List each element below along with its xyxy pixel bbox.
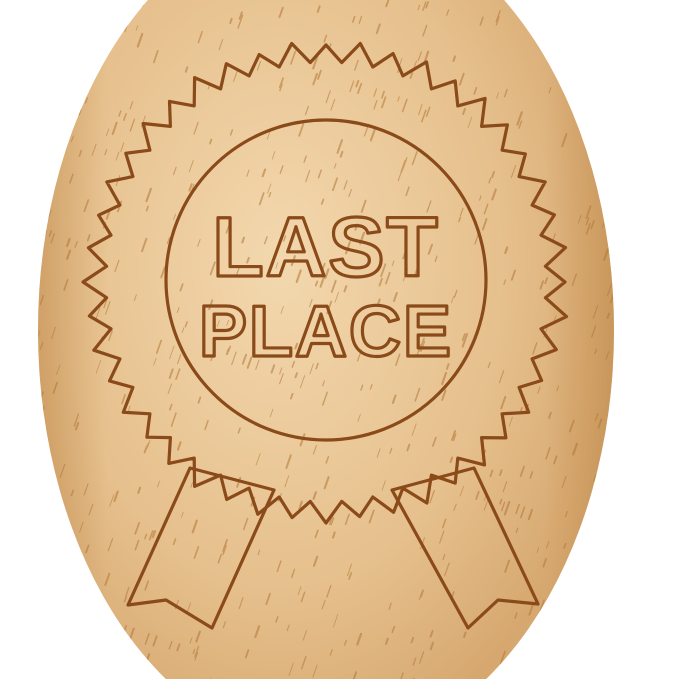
wood-grain-fleck [76, 40, 79, 47]
wood-grain-fleck [595, 71, 598, 79]
wood-grain-fleck [613, 21, 617, 32]
wood-grain-fleck [616, 149, 619, 157]
wood-grain-fleck [608, 314, 609, 318]
wood-grain-fleck [531, 21, 533, 25]
wood-grain-fleck [54, 152, 58, 164]
wood-grain-fleck [564, 591, 567, 600]
wood-grain-fleck [576, 43, 578, 47]
wood-grain-fleck [60, 28, 64, 40]
wood-grain-fleck [133, 2, 137, 14]
wood-grain-fleck [600, 56, 604, 68]
wood-grain-fleck [89, 51, 93, 63]
wood-grain-fleck [53, 620, 57, 632]
wood-grain-fleck [109, 626, 113, 636]
wood-grain-fleck [606, 4, 608, 9]
wood-grain-fleck [599, 607, 601, 613]
wood-grain-fleck [46, 167, 48, 172]
wood-grain-fleck [604, 121, 606, 126]
wood-grain-fleck [517, 669, 519, 673]
badge-text-line1: LAST [212, 200, 440, 294]
wood-grain-fleck [589, 1, 591, 8]
wood-grain-fleck [43, 132, 45, 136]
wood-grain-fleck [605, 668, 607, 674]
wood-grain-fleck [574, 584, 578, 595]
wood-grain-fleck [45, 600, 48, 609]
wood-grain-fleck [589, 513, 591, 518]
wood-grain-fleck [610, 480, 614, 490]
wood-grain-fleck [40, 515, 44, 528]
wood-grain-fleck [605, 437, 608, 445]
wood-grain-fleck [551, 32, 555, 42]
wood-grain-fleck [45, 535, 47, 541]
wood-grain-fleck [595, 575, 597, 580]
wood-grain-fleck [579, 2, 582, 10]
wood-grain-fleck [37, 214, 41, 224]
wood-grain-fleck [586, 537, 589, 547]
wood-grain-fleck [68, 2, 70, 7]
wood-grain-fleck [39, 664, 42, 674]
wood-grain-fleck [596, 542, 600, 554]
wood-grain-fleck [611, 6, 613, 12]
wood-grain-fleck [47, 128, 50, 137]
wood-grain-fleck [554, 20, 556, 27]
wood-grain-fleck [109, 621, 111, 628]
wood-grain-fleck [599, 106, 602, 115]
wood-grain-fleck [45, 20, 48, 28]
wood-grain-fleck [570, 20, 572, 27]
wood-grain-fleck [61, 535, 66, 548]
wood-grain-fleck [136, 669, 139, 677]
wood-grain-fleck [51, 564, 53, 571]
wood-grain-fleck [98, 659, 102, 670]
wood-grain-fleck [51, 105, 55, 115]
wood-grain-fleck [91, 653, 95, 665]
wood-grain-fleck [552, 644, 555, 651]
wood-grain-fleck [82, 74, 84, 80]
wood-grain-fleck [517, 669, 521, 679]
wood-grain-fleck [83, 598, 85, 603]
wood-grain-fleck [602, 194, 604, 199]
wood-grain-fleck [609, 507, 613, 519]
wood-grain-fleck [59, 131, 63, 142]
wood-grain-fleck [587, 607, 590, 617]
badge-text-line2: PLACE [198, 292, 454, 372]
wood-grain-fleck [608, 442, 611, 452]
wood-grain-fleck [612, 635, 615, 644]
wood-grain-fleck [574, 34, 577, 44]
wood-grain-fleck [525, 648, 528, 656]
wood-grain-fleck [114, 9, 118, 20]
wood-grain-fleck [607, 226, 611, 238]
wood-grain-fleck [601, 580, 602, 584]
